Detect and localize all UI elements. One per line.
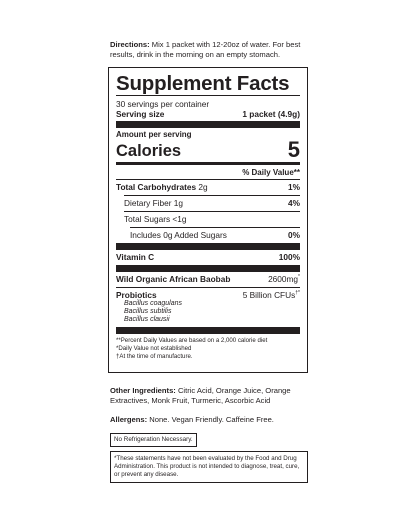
servings-per-container: 30 servings per container	[116, 99, 210, 109]
nutrient-row-dietary-fiber	[116, 196, 300, 211]
nutrient-label: Includes 0g Added Sugars	[130, 230, 227, 240]
nutrient-label: Dietary Fiber 1g	[124, 198, 184, 208]
nutrient-amount: 2g	[196, 182, 208, 192]
calories-row	[116, 137, 300, 162]
divider-thick	[116, 121, 300, 128]
serving-size-row	[116, 109, 300, 120]
probiotics-mark: †*	[295, 290, 300, 297]
fda-disclaimer-box: *These statements have not been evaluated by the Food and Drug Administration. This product is not intended to diagnose, treat, cure, or prevent any disease.	[110, 451, 308, 483]
amount-per-serving: Amount per serving	[116, 130, 192, 139]
nutrient-label: Total Sugars <1g	[124, 214, 187, 224]
other-ingredients-label: Other Ingredients:	[110, 386, 176, 395]
probiotics-label: Probiotics	[116, 290, 157, 300]
directions-text	[110, 40, 310, 60]
nutrient-label: Total Carbohydrates	[116, 182, 197, 192]
divider	[116, 95, 300, 96]
allergens	[110, 415, 306, 425]
divider-thick	[116, 327, 300, 334]
other-ingredients	[110, 386, 306, 406]
serving-size-value: 1 packet (4.9g)	[242, 109, 300, 119]
baobab-amount: 2600mg	[268, 274, 299, 284]
serving-size-label: Serving size	[116, 109, 165, 119]
allergens-label: Allergens:	[110, 415, 148, 424]
vitamin-c-row	[116, 250, 300, 265]
directions-body: Mix 1 packet with 12-20oz of water. For best results, drink in the morning on an empty stomach.	[110, 40, 301, 59]
baobab-label: Wild Organic African Baobab	[116, 274, 231, 284]
nutrient-row-total-sugars	[116, 212, 300, 227]
baobab-row	[116, 272, 300, 287]
vitamin-c-dv: 100%	[278, 252, 300, 262]
baobab-mark: *	[298, 274, 300, 281]
nutrient-row-total-carbohydrates	[116, 180, 300, 195]
vitamin-c-label: Vitamin C	[116, 252, 155, 262]
probiotic-strains	[116, 300, 300, 325]
divider-medium	[116, 162, 300, 165]
allergens-text: None. Vegan Friendly. Caffeine Free.	[147, 415, 274, 424]
facts-title: Supplement Facts	[116, 72, 290, 95]
strain-item: Bacillus coagulans	[124, 300, 182, 307]
footnote: *Daily Value not established	[116, 344, 192, 352]
strain-item: Bacillus subtilis	[124, 308, 172, 316]
facts-footnotes	[116, 334, 300, 362]
supplement-facts-panel	[108, 67, 308, 373]
divider-thick	[116, 243, 300, 250]
probiotics-row	[116, 288, 300, 300]
calories-value: 5	[287, 137, 300, 162]
divider-thick	[116, 265, 300, 272]
footnote: **Percent Daily Values are based on a 2,000 calorie diet	[116, 336, 268, 344]
directions-label: Directions:	[110, 40, 150, 49]
nutrient-dv: 1%	[288, 182, 300, 192]
calories-label: Calories	[116, 142, 182, 160]
no-refrigeration-box: No Refrigeration Necessary.	[110, 433, 197, 447]
nutrient-dv: 0%	[288, 230, 300, 240]
daily-value-header: % Daily Value**	[242, 168, 300, 177]
footnote: †At the time of manufacture.	[116, 353, 193, 361]
nutrient-row-added-sugars	[116, 228, 300, 243]
probiotics-amount: 5 Billion CFUs	[242, 290, 296, 300]
strain-item: Bacillus clausii	[124, 316, 170, 324]
other-ingredients-text: Citric Acid, Orange Juice, Orange Extractives, Monk Fruit, Turmeric, Ascorbic Acid	[110, 386, 291, 405]
nutrient-dv: 4%	[288, 198, 300, 208]
